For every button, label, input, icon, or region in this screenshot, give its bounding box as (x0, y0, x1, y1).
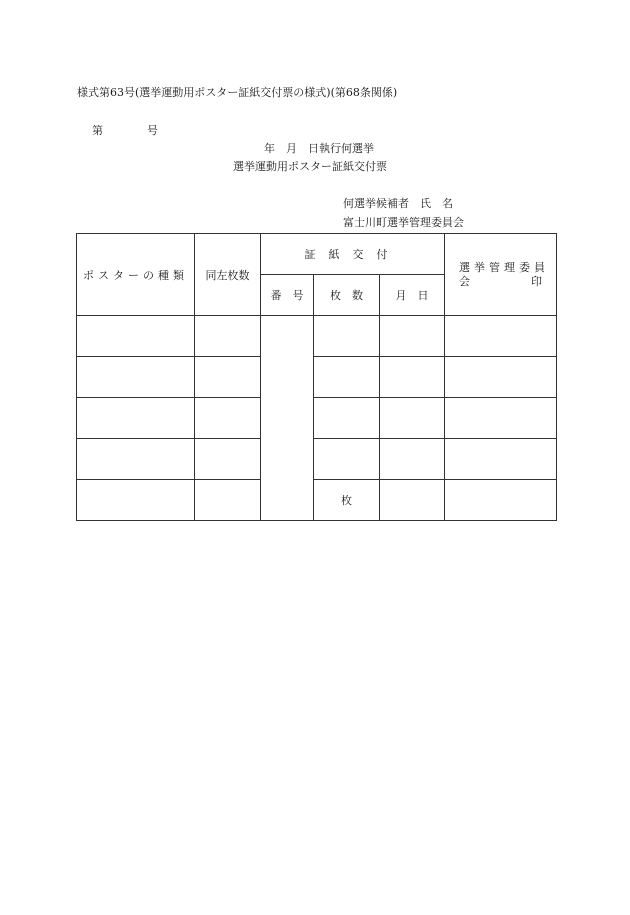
candidate-name-line: 何選挙候補者 氏 名 (343, 197, 453, 210)
cell-sheets (314, 398, 380, 439)
cell-poster-type (77, 316, 195, 357)
cell-seal (445, 480, 557, 521)
cell-sheets-total-unit: 枚 (314, 480, 380, 521)
cell-date (380, 439, 445, 480)
header-count: 同左枚数 (195, 234, 261, 316)
cell-sheets (314, 316, 380, 357)
cell-count (195, 439, 261, 480)
table-row (77, 398, 557, 439)
cell-poster-type (77, 480, 195, 521)
header-committee-seal-kai: 会 (459, 274, 471, 288)
table-row (77, 357, 557, 398)
election-date-line: 年 月 日執行何選挙 (264, 142, 374, 155)
header-committee-seal (445, 234, 557, 316)
cell-count (195, 316, 261, 357)
table-row (77, 480, 557, 521)
document-number-line: 第 号 (92, 124, 158, 137)
cell-poster-type (77, 439, 195, 480)
cell-date (380, 398, 445, 439)
cell-sheets (314, 357, 380, 398)
cell-count (195, 480, 261, 521)
cell-count (195, 357, 261, 398)
cell-date (380, 316, 445, 357)
cell-sheets (314, 439, 380, 480)
cell-number-merged (261, 316, 314, 521)
subheader-number: 番 号 (261, 275, 314, 316)
cell-count (195, 398, 261, 439)
cell-date (380, 357, 445, 398)
subheader-sheets: 枚 数 (314, 275, 380, 316)
header-stamp-issue: 証紙交付 (261, 234, 445, 275)
form-title: 様式第63号(選挙運動用ポスター証紙交付票の様式)(第68条関係) (77, 86, 398, 99)
cell-poster-type (77, 398, 195, 439)
table-row (77, 316, 557, 357)
cell-seal (445, 357, 557, 398)
cell-seal (445, 439, 557, 480)
cell-date (380, 480, 445, 521)
cell-seal (445, 316, 557, 357)
header-poster-type: ポスターの種類 (77, 234, 195, 316)
table-row (77, 439, 557, 480)
poster-stamp-issue-table (76, 233, 557, 521)
document-title: 選挙運動用ポスター証紙交付票 (233, 160, 387, 173)
subheader-date: 月 日 (380, 275, 445, 316)
cell-seal (445, 398, 557, 439)
header-committee-seal-in: 印 (531, 274, 543, 288)
committee-name-line: 富士川町選挙管理委員会 (343, 216, 464, 229)
cell-poster-type (77, 357, 195, 398)
header-committee-seal-line1: 選挙管理委員 (459, 260, 550, 274)
